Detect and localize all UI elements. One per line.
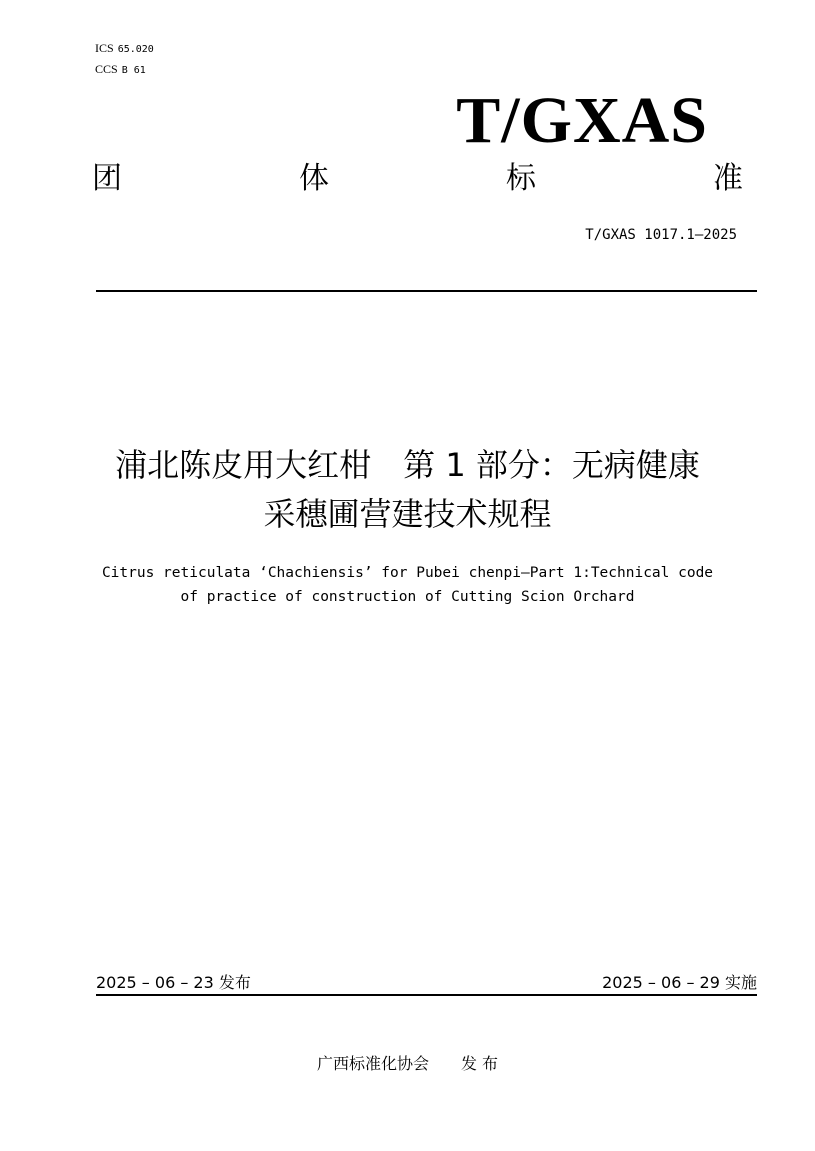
ics-label: ICS bbox=[95, 41, 114, 55]
ics-line bbox=[95, 41, 154, 57]
title-en-line-2: of practice of construction of Cutting Scion Orchard bbox=[180, 589, 635, 605]
standard-number: T/GXAS 1017.1—2025 bbox=[585, 227, 737, 243]
ics-code: 65.020 bbox=[117, 44, 154, 55]
ccs-line bbox=[95, 62, 146, 78]
standard-type-char-3: 标 bbox=[506, 161, 536, 196]
standard-type-char-4: 准 bbox=[713, 161, 743, 196]
ccs-label: CCS bbox=[95, 62, 118, 76]
title-cn-line-1: 浦北陈皮用大红柑 第 1 部分：无病健康 bbox=[115, 446, 700, 484]
standard-type-char-2: 体 bbox=[299, 161, 329, 196]
ccs-code: B 61 bbox=[121, 65, 146, 76]
title-en-line-1: Citrus reticulata ‘Chachiensis’ for Pubei chenpi—Part 1:Technical code bbox=[101, 565, 714, 581]
issuer: 广西标准化协会 发 布 bbox=[316, 1054, 499, 1073]
title-cn-line-2: 采穗圃营建技术规程 bbox=[263, 495, 552, 533]
implement-date: 2025 – 06 – 29 实施 bbox=[602, 973, 757, 992]
brand-logotype: T/GXAS bbox=[456, 84, 708, 157]
standard-type-char-1: 团 bbox=[92, 161, 122, 196]
footer-divider bbox=[96, 994, 757, 996]
header-divider bbox=[96, 290, 757, 292]
publish-date: 2025 – 06 – 23 发布 bbox=[96, 973, 251, 992]
